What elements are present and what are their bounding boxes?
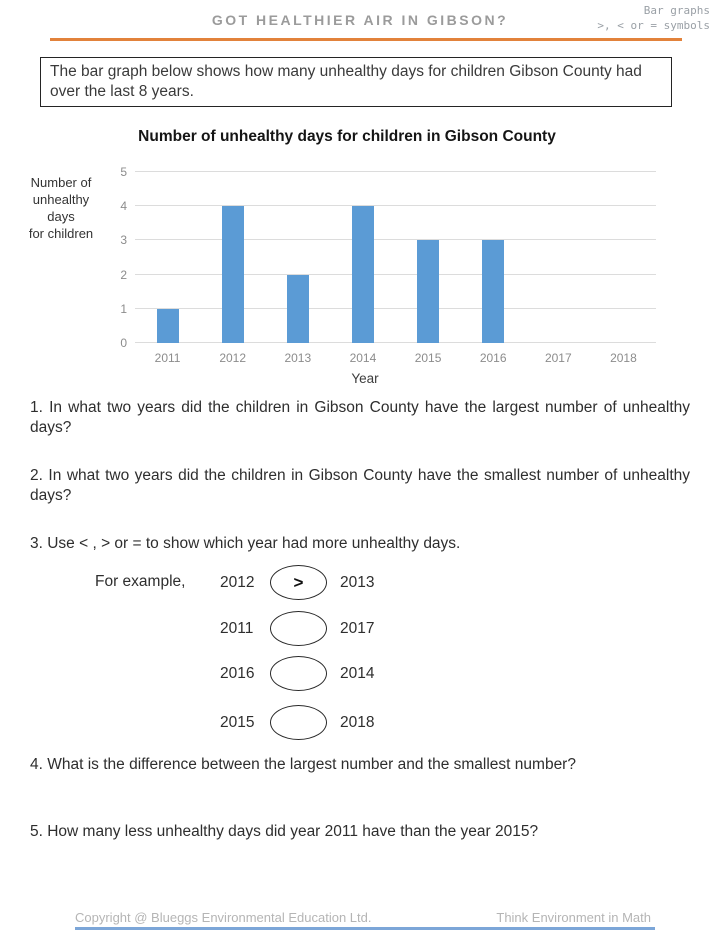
y-tick-label: 5 (120, 165, 127, 179)
comparison-row-2 (220, 655, 440, 692)
x-tick-label: 2017 (544, 351, 572, 365)
intro-box: The bar graph below shows how many unhealthy days for children Gibson County had over the last 8 years. (40, 57, 672, 107)
gridline (135, 239, 656, 240)
footer-tagline: Think Environment in Math (496, 910, 651, 925)
x-axis-title: Year (351, 371, 379, 386)
gridline (135, 308, 656, 309)
comparison-left-year: 2011 (220, 619, 254, 637)
y-tick-label: 0 (120, 336, 127, 350)
question-2: 2. In what two years did the children in Gibson County have the smallest number of unhealthy days? (30, 467, 690, 504)
y-axis-title-line: Number of (30, 175, 92, 190)
comparison-answer-oval[interactable] (270, 656, 327, 691)
x-tick-label: 2018 (610, 351, 637, 365)
comparison-row-3 (220, 704, 440, 741)
topic-line-2: >, < or = symbols (597, 19, 710, 32)
chart-title: Number of unhealthy days for children in Gibson County (138, 128, 556, 145)
bar-2015 (417, 240, 439, 343)
comparison-row-1 (220, 610, 440, 647)
y-axis-title-line: days (47, 209, 75, 224)
topic-line-1: Bar graphs (643, 4, 710, 17)
gridline (135, 342, 656, 343)
gridline (135, 205, 656, 206)
comparison-answer-oval[interactable] (270, 705, 327, 740)
plot-area (135, 172, 656, 343)
x-tick-label: 2015 (414, 351, 442, 365)
comparison-right-year: 2014 (340, 664, 375, 682)
x-tick-label: 2014 (349, 351, 377, 365)
question-5: 5. How many less unhealthy days did year 2011 have than the year 2015? (30, 823, 539, 840)
bar-2016 (482, 240, 504, 343)
bar-2013 (287, 275, 309, 343)
question-1: 1. In what two years did the children in Gibson County have the largest number of unhealthy days? (30, 399, 690, 436)
y-axis-ticks (95, 165, 127, 350)
x-tick-label: 2016 (479, 351, 507, 365)
y-tick-label: 3 (120, 233, 127, 248)
comparison-right-year: 2013 (340, 573, 375, 591)
question-3: 3. Use < , > or = to show which year had more unhealthy days. (30, 535, 461, 552)
comparison-answer-oval[interactable] (270, 611, 327, 646)
y-tick-label: 4 (120, 199, 127, 214)
footer-copyright: Copyright @ Blueggs Environmental Education Ltd. (75, 910, 372, 925)
gridline (135, 274, 656, 275)
topic-label (597, 3, 710, 33)
comparison-answer-oval[interactable]: > (270, 565, 327, 600)
x-tick-label: 2011 (154, 351, 181, 365)
y-axis-title-line: for children (28, 226, 94, 241)
y-tick-label: 1 (120, 301, 127, 316)
comparison-left-year: 2016 (220, 664, 255, 682)
x-tick-label: 2013 (284, 351, 312, 365)
y-axis-title (14, 174, 108, 242)
comparison-right-year: 2018 (340, 713, 375, 731)
x-axis-ticks (135, 351, 656, 365)
page-title: GOT HEALTHIER AIR IN GIBSON? (211, 12, 509, 28)
bar-2011 (157, 309, 179, 343)
header-divider (50, 38, 682, 41)
example-label: For example, (95, 573, 186, 590)
gridline (135, 171, 656, 172)
footer-divider (75, 927, 655, 930)
comparison-left-year: 2012 (220, 573, 255, 591)
y-axis-title-line: unhealthy (32, 192, 90, 207)
comparison-row-example (220, 564, 440, 601)
comparison-left-year: 2015 (220, 713, 255, 731)
bar-2012 (222, 206, 244, 343)
bar-2014 (352, 206, 374, 343)
question-4: 4. What is the difference between the largest number and the smallest number? (30, 756, 576, 773)
comparison-right-year: 2017 (340, 619, 375, 637)
y-tick-label: 2 (120, 267, 127, 282)
x-tick-label: 2012 (219, 351, 247, 365)
